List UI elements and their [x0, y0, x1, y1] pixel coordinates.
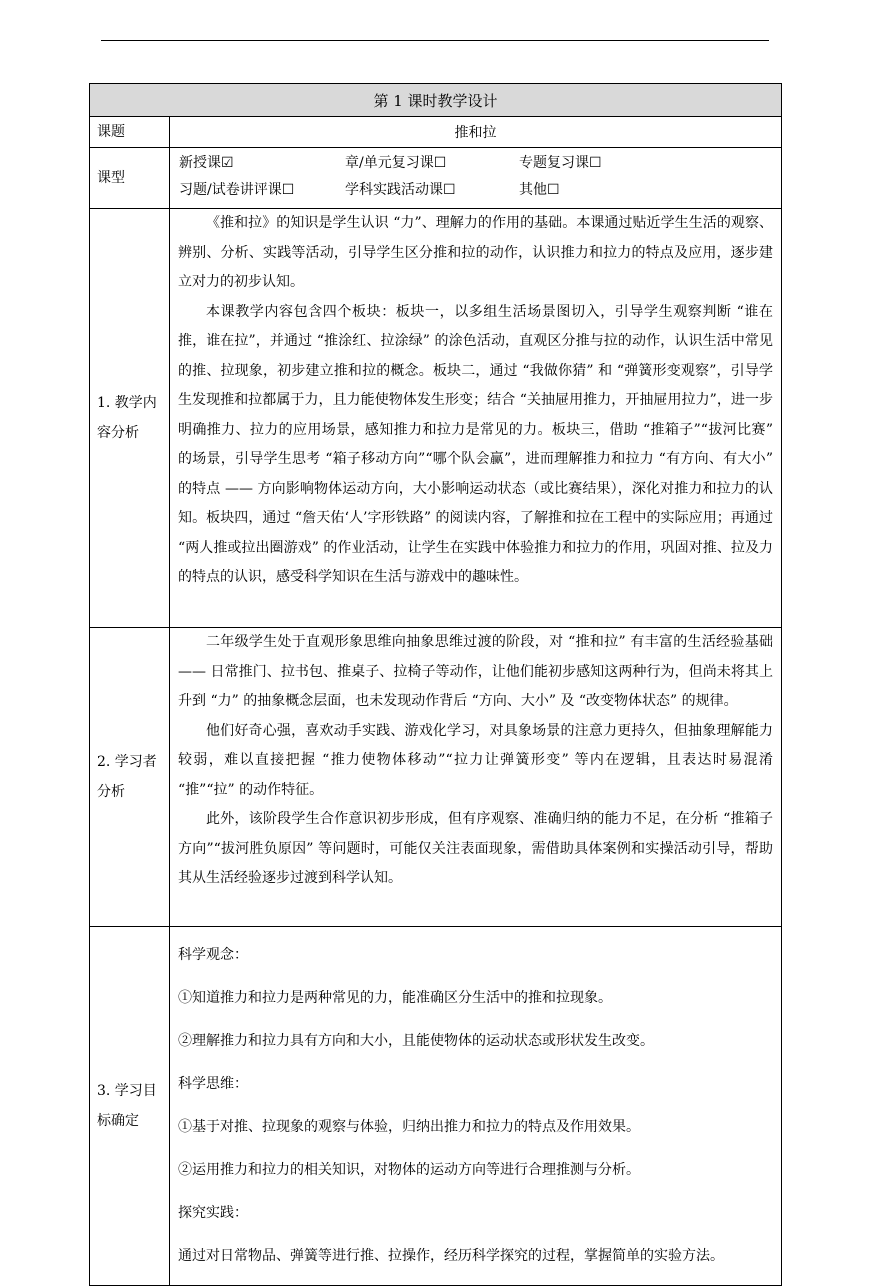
option-exercise-review[interactable]: 习题/试卷讲评课☐ [179, 182, 295, 198]
objectives-heading: 探究实践： [178, 1205, 248, 1221]
lesson-type-row [90, 148, 782, 209]
objectives-label-1: 3. 学习目 [97, 1083, 157, 1099]
objectives-label [90, 927, 170, 1286]
learner-analysis-paragraph: 此外，该阶段学生合作意识初步形成，但有序观察、准确归纳的能力不足，在分析 “推箱子方向”“拔河胜负原因” 等问题时，可能仅关注表面现象，需借助具体案例和实操活动引导，帮助其从生活经验逐步过渡到科学认知。 [178, 811, 773, 886]
learner-analysis-paragraph: 二年级学生处于直观形象思维向抽象思维过渡的阶段，对 “推和拉” 有丰富的生活经验基础 —— 日常推门、拉书包、推桌子、拉椅子等动作，让他们能初步感知这两种行为，但尚未将其上升到 “力” 的抽象概念层面，也未发现动作背后 “方向、大小” 及 “改变物体状态” 的规律。 [178, 634, 773, 709]
option-practice-activity[interactable]: 学科实践活动课☐ [345, 182, 456, 198]
objectives-item: ②理解推力和拉力具有方向和大小，且能使物体的运动状态或形状发生改变。 [178, 1033, 654, 1049]
topic-label: 课题 [90, 117, 170, 148]
option-other[interactable]: 其他☐ [519, 182, 560, 198]
content-analysis-text [170, 209, 782, 628]
topic-value: 推和拉 [170, 117, 782, 148]
objectives-item: ②运用推力和拉力的相关知识，对物体的运动方向等进行合理推测与分析。 [178, 1162, 640, 1178]
objectives-item: ①基于对推、拉现象的观察与体验，归纳出推力和拉力的特点及作用效果。 [178, 1119, 640, 1135]
header-rule [101, 40, 769, 41]
learner-analysis-paragraph: 他们好奇心强，喜欢动手实践、游戏化学习，对具象场景的注意力更持久，但抽象理解能力较弱，难以直接把握 “推力使物体移动”“拉力让弹簧形变” 等内在逻辑，且表达时易混淆 “推”“拉” 的动作特征。 [178, 722, 773, 798]
objectives-label-2: 标确定 [97, 1113, 139, 1129]
objectives-item: 通过对日常物品、弹簧等进行推、拉操作，经历科学探究的过程，掌握简单的实验方法。 [178, 1248, 724, 1264]
learner-analysis-text [170, 628, 782, 927]
learner-analysis-label-1: 2. 学习者 [97, 754, 157, 770]
content-analysis-label [90, 209, 170, 628]
objectives-text [170, 927, 782, 1286]
content-analysis-paragraph: 本课教学内容包含四个板块：板块一，以多组生活场景图切入，引导学生观察判断 “谁在推，谁在拉”，并通过 “推涂红、拉涂绿” 的涂色活动，直观区分推与拉的动作，认识生活中常见的推、拉现象，初步建立推和拉的概念。板块二，通过 “我做你猜” 和 “弹簧形变观察”，引导学生发现推和拉都属于力，且力能使物体发生形变；结合 “关抽屉用推力，开抽屉用拉力”，进一步明确推力、拉力的应用场景，感知推力和拉力是常见的力。板块三，借助 “推箱子”“拔河比赛” 的场景，引导学生思考 “箱子移动方向”“哪个队会赢”，进而理解推力和拉力 “有方向、有大小” 的特点 —— 方向影响物体运动方向，大小影响运动状态（或比赛结果），深化对推力和拉力的认知。板块四，通过 “詹天佑‘人’字形铁路” 的阅读内容，了解推和拉在工程中的实际应用；再通过 “两人推或拉出圈游戏” 的作业活动，让学生在实践中体验推力和拉力的作用，巩固对推、拉及力的特点的认识，感受科学知识在生活与游戏中的趣味性。 [178, 303, 773, 585]
option-topic-review[interactable]: 专题复习课☐ [519, 155, 602, 171]
learner-analysis-label-2: 分析 [97, 784, 125, 800]
content-analysis-paragraph: 《推和拉》的知识是学生认识 “力”、理解力的作用的基础。本课通过贴近学生生活的观察、辨别、分析、实践等活动，引导学生区分推和拉的动作，认识推力和拉力的特点及应用，逐步建立对力的初步认知。 [178, 215, 773, 290]
objectives-item: ①知道推力和拉力是两种常见的力，能准确区分生活中的推和拉现象。 [178, 990, 612, 1006]
topic-row [90, 117, 782, 148]
option-new-lesson[interactable]: 新授课☑ [179, 155, 234, 171]
lesson-type-options [170, 148, 782, 209]
content-analysis-row [90, 209, 782, 628]
lesson-type-label: 课型 [90, 148, 170, 209]
content-analysis-label-2: 容分析 [97, 425, 139, 441]
learner-analysis-label [90, 628, 170, 927]
learner-analysis-row [90, 628, 782, 927]
title-row [90, 84, 782, 117]
objectives-heading: 科学观念： [178, 947, 248, 963]
lesson-design-table [89, 83, 782, 1286]
objectives-row [90, 927, 782, 1286]
objectives-heading: 科学思维： [178, 1076, 248, 1092]
table-title: 第 1 课时教学设计 [90, 84, 782, 117]
option-unit-review[interactable]: 章/单元复习课☐ [345, 155, 447, 171]
content-analysis-label-1: 1. 教学内 [97, 395, 157, 411]
